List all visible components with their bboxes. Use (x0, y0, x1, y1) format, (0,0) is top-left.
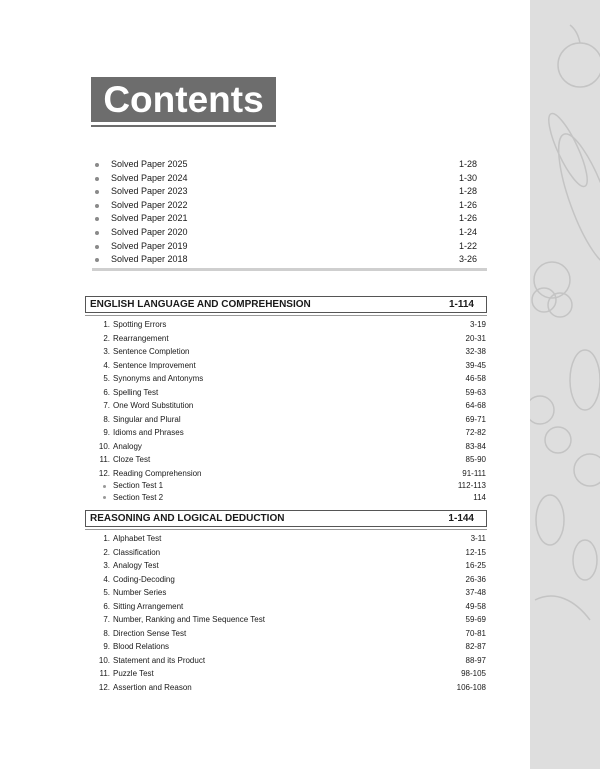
chapter-pages: 82-87 (465, 642, 486, 651)
solved-paper-pages: 1-26 (458, 213, 477, 224)
chapter-entry (85, 345, 487, 359)
solved-paper-pages: 1-26 (458, 199, 477, 210)
solved-paper-entry (95, 172, 487, 186)
chapter-number: 1. (103, 320, 110, 329)
chapter-pages: 46-58 (465, 374, 486, 383)
chapter-number: 2. (103, 547, 110, 557)
chapter-pages: 59-63 (465, 387, 486, 397)
title-underline (91, 125, 276, 127)
chapter-title: Statement and its Product (113, 655, 206, 665)
bullet-icon (95, 204, 99, 208)
chapter-entry (85, 546, 487, 560)
solved-paper-label: Solved Paper 2019 (111, 240, 188, 251)
solved-paper-label: Solved Paper 2023 (111, 186, 188, 197)
chapter-entry (85, 627, 487, 641)
chapter-title: Number, Ranking and Time Sequence Test (113, 615, 265, 624)
section-header (85, 510, 487, 527)
chapter-pages: 20-31 (465, 333, 486, 343)
chapter-title: Singular and Plural (113, 414, 181, 424)
chapter-title: Spotting Errors (113, 320, 167, 329)
chapter-pages: 106-108 (456, 682, 486, 692)
chapter-number: 7. (103, 615, 110, 624)
section-tests-list (85, 480, 487, 503)
chapter-entry (85, 467, 487, 481)
decorative-side-panel (530, 0, 600, 769)
solved-paper-pages: 1-30 (458, 172, 477, 183)
bullet-icon (95, 231, 99, 235)
chapter-pages: 37-48 (465, 588, 486, 597)
solved-paper-pages: 1-22 (458, 240, 477, 251)
solved-paper-pages: 1-28 (458, 186, 477, 197)
vegetable-pattern-illustration (530, 0, 600, 769)
section-heading: REASONING AND LOGICAL DEDUCTION (90, 513, 285, 524)
section-test-label: Section Test 1 (113, 481, 164, 490)
chapter-title: One Word Substitution (113, 401, 194, 410)
chapter-number: 5. (103, 588, 110, 597)
bullet-icon (95, 163, 99, 167)
chapter-number: 12. (98, 468, 110, 478)
chapter-entry (85, 600, 487, 614)
chapter-number: 11. (99, 669, 110, 678)
section-pages: 1-114 (448, 299, 474, 310)
chapter-number: 11. (99, 455, 110, 464)
chapter-title: Synonyms and Antonyms (113, 374, 204, 383)
chapter-list (85, 318, 487, 480)
solved-paper-label: Solved Paper 2021 (111, 213, 188, 224)
section-pages: 1-144 (448, 513, 474, 524)
chapter-pages: 69-71 (465, 414, 486, 424)
solved-paper-entry (95, 226, 487, 240)
chapter-entry (85, 359, 487, 373)
chapter-title: Rearrangement (113, 333, 169, 343)
chapter-entry (85, 586, 487, 600)
chapter-number: 8. (103, 414, 110, 424)
section-test-label: Section Test 2 (113, 492, 164, 502)
chapter-title: Sitting Arrangement (113, 601, 184, 611)
solved-paper-entry (95, 212, 487, 226)
chapter-title: Puzzle Test (113, 669, 154, 678)
chapter-number: 10. (98, 441, 110, 451)
chapter-number: 4. (103, 360, 110, 370)
solved-paper-label: Solved Paper 2024 (111, 172, 188, 183)
chapter-number: 2. (103, 333, 110, 343)
chapter-pages: 32-38 (465, 347, 486, 356)
solved-paper-label: Solved Paper 2022 (111, 199, 188, 210)
chapter-entry (85, 573, 487, 587)
chapter-number: 1. (103, 534, 110, 543)
solved-paper-label: Solved Paper 2018 (111, 254, 188, 265)
chapter-title: Coding-Decoding (113, 574, 175, 584)
chapter-title: Analogy (113, 441, 142, 451)
chapter-title: Alphabet Test (113, 534, 162, 543)
chapter-title: Assertion and Reason (113, 682, 192, 692)
chapter-pages: 91-111 (462, 468, 486, 478)
chapter-entry (85, 640, 487, 654)
chapter-entry (85, 613, 487, 627)
section-test-pages: 114 (473, 492, 486, 502)
bullet-icon (95, 217, 99, 221)
chapter-title: Sentence Improvement (113, 360, 196, 370)
chapter-title: Idioms and Phrases (113, 428, 184, 437)
chapter-entry (85, 453, 487, 467)
solved-paper-pages: 1-28 (458, 159, 477, 169)
chapter-number: 9. (103, 428, 110, 437)
chapter-pages: 88-97 (465, 655, 486, 665)
section-test-entry (85, 480, 487, 492)
chapter-pages: 83-84 (465, 441, 486, 451)
chapter-entry (85, 667, 487, 681)
chapter-list (85, 532, 487, 694)
section-reasoning (85, 510, 487, 694)
chapter-entry (85, 426, 487, 440)
chapter-number: 9. (103, 642, 110, 651)
chapter-number: 5. (103, 374, 110, 383)
solved-paper-pages: 1-24 (458, 226, 477, 237)
bullet-icon (95, 177, 99, 181)
chapter-title: Reading Comprehension (113, 468, 202, 478)
solved-paper-label: Solved Paper 2025 (111, 159, 188, 169)
chapter-number: 3. (103, 347, 110, 356)
section-test-entry (85, 492, 487, 504)
chapter-pages: 26-36 (465, 574, 486, 584)
chapter-number: 3. (103, 561, 110, 570)
section-test-pages: 112-113 (457, 481, 486, 490)
bullet-icon (103, 496, 106, 499)
chapter-number: 7. (103, 401, 110, 410)
bullet-icon (95, 258, 99, 262)
chapter-number: 8. (103, 628, 110, 638)
chapter-number: 4. (103, 574, 110, 584)
chapter-number: 6. (103, 387, 110, 397)
chapter-entry (85, 399, 487, 413)
solved-paper-label: Solved Paper 2020 (111, 226, 188, 237)
chapter-pages: 70-81 (465, 628, 486, 638)
solved-papers-divider (92, 268, 487, 271)
chapter-entry (85, 532, 487, 546)
section-english (85, 296, 487, 503)
solved-paper-entry (95, 253, 487, 267)
section-heading: ENGLISH LANGUAGE AND COMPREHENSION (90, 299, 311, 310)
chapter-title: Cloze Test (113, 455, 151, 464)
bullet-icon (95, 190, 99, 194)
chapter-title: Blood Relations (113, 642, 170, 651)
chapter-pages: 64-68 (465, 401, 486, 410)
chapter-pages: 39-45 (465, 360, 486, 370)
chapter-pages: 59-69 (465, 615, 486, 624)
section-rule (85, 315, 487, 316)
chapter-title: Direction Sense Test (113, 628, 187, 638)
solved-paper-entry (95, 185, 487, 199)
solved-paper-entry (95, 240, 487, 254)
chapter-pages: 72-82 (465, 428, 486, 437)
section-header (85, 296, 487, 313)
chapter-title: Sentence Completion (113, 347, 190, 356)
chapter-number: 12. (98, 682, 110, 692)
chapter-pages: 16-25 (465, 561, 486, 570)
solved-paper-pages: 3-26 (458, 254, 477, 265)
chapter-title: Number Series (113, 588, 167, 597)
section-rule (85, 529, 487, 530)
chapter-entry (85, 386, 487, 400)
chapter-entry (85, 654, 487, 668)
chapter-entry (85, 372, 487, 386)
solved-papers-list (95, 158, 487, 267)
chapter-title: Spelling Test (113, 387, 159, 397)
chapter-title: Classification (113, 547, 161, 557)
chapter-number: 6. (103, 601, 110, 611)
chapter-pages: 49-58 (465, 601, 486, 611)
chapter-pages: 98-105 (461, 669, 486, 678)
chapter-number: 10. (98, 655, 110, 665)
solved-paper-entry (95, 199, 487, 213)
page-title: Contents (91, 77, 276, 122)
bullet-icon (103, 485, 106, 488)
chapter-pages: 85-90 (465, 455, 486, 464)
chapter-entry (85, 559, 487, 573)
chapter-pages: 3-19 (469, 320, 486, 329)
chapter-pages: 12-15 (465, 547, 486, 557)
chapter-entry (85, 440, 487, 454)
solved-paper-entry (95, 158, 487, 172)
chapter-pages: 3-11 (470, 534, 486, 543)
chapter-entry (85, 318, 487, 332)
chapter-title: Analogy Test (113, 561, 159, 570)
bullet-icon (95, 245, 99, 249)
chapter-entry (85, 681, 487, 695)
chapter-entry (85, 413, 487, 427)
chapter-entry (85, 332, 487, 346)
